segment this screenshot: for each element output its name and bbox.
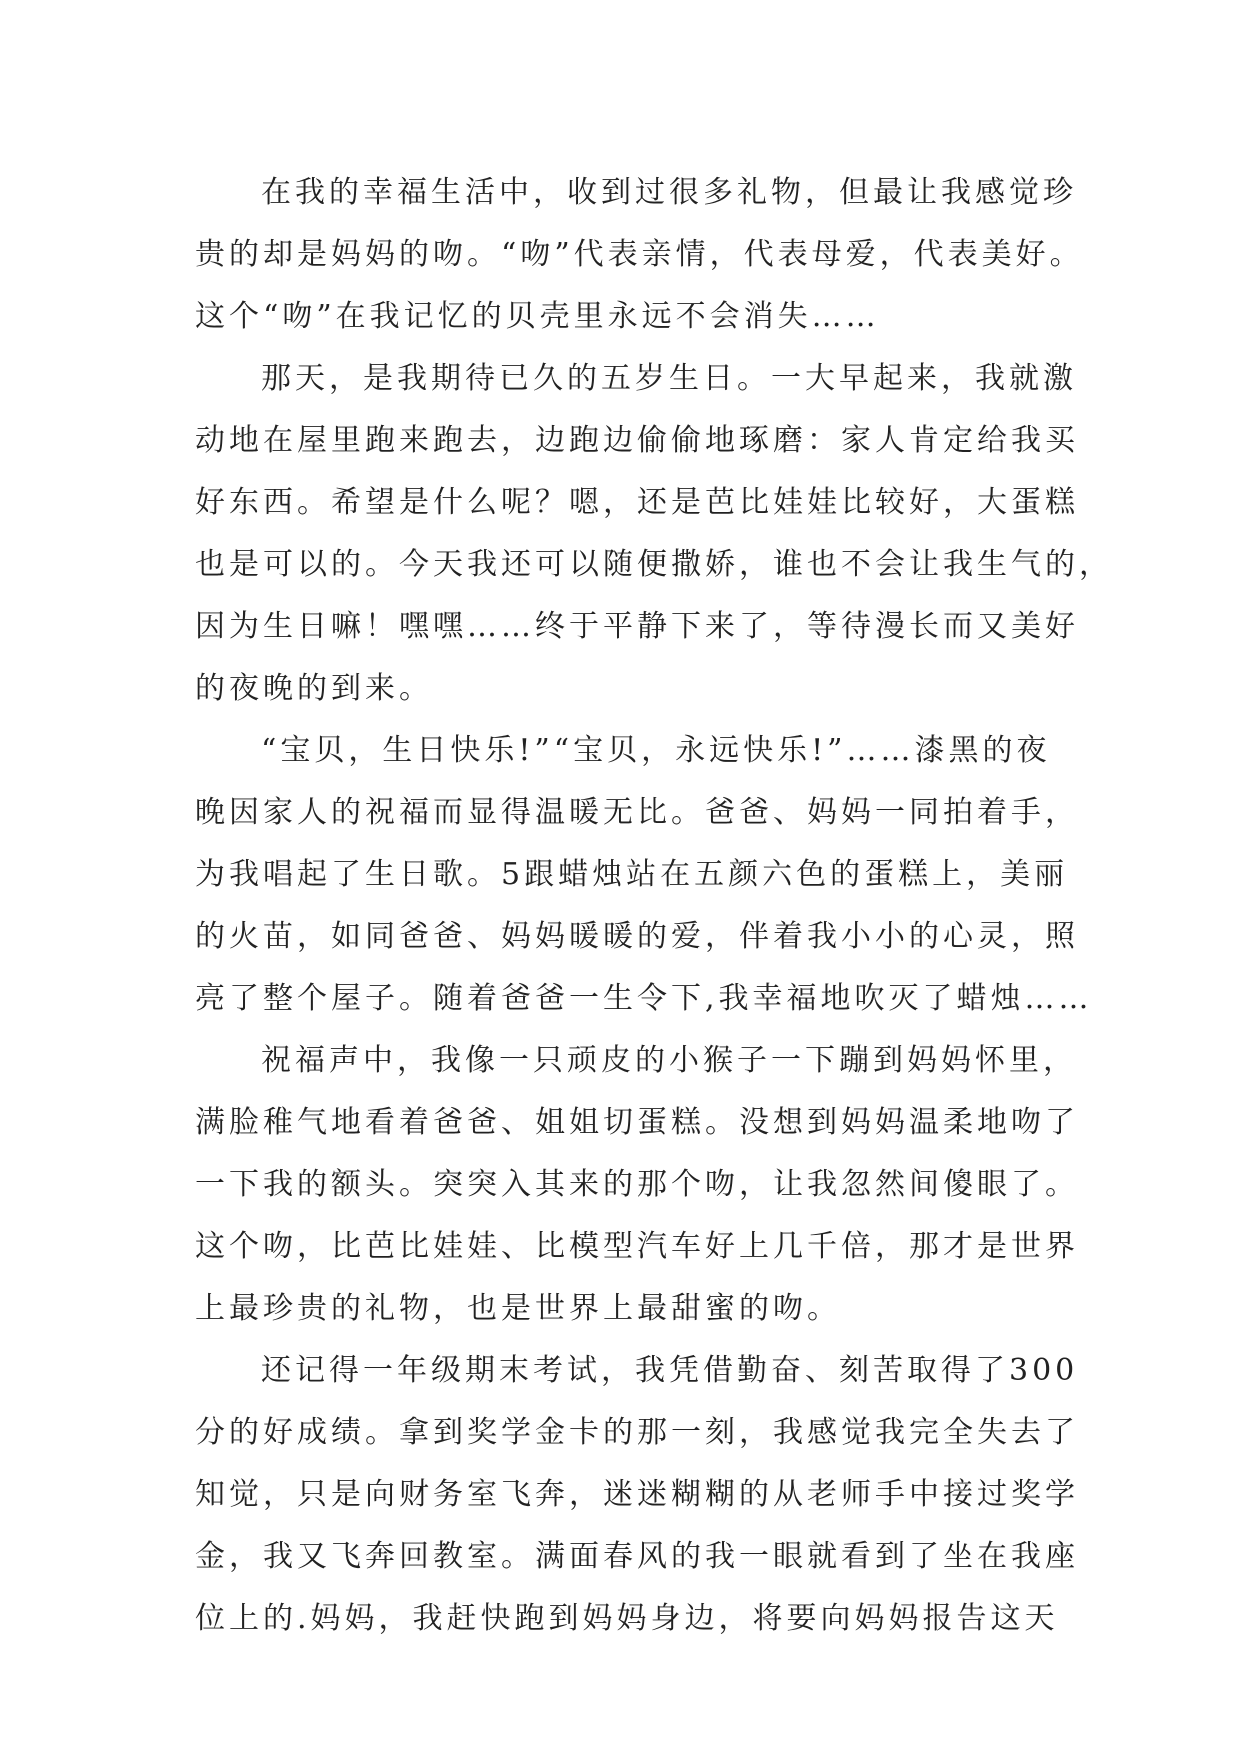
text-line: 祝福声中，我像一只顽皮的小猴子一下蹦到妈妈怀里，	[261, 1043, 1077, 1078]
text-line: 位上的.妈妈，我赶快跑到妈妈身边，将要向妈妈报告这天	[195, 1601, 1059, 1636]
paragraph-2	[195, 348, 1113, 720]
paragraph-3	[195, 720, 1093, 1030]
text-line: 金，我又飞奔回教室。满面春风的我一眼就看到了坐在我座	[195, 1539, 1079, 1574]
text-line: 好东西。希望是什么呢？嗯，还是芭比娃娃比较好，大蛋糕	[195, 485, 1079, 520]
text-line: 因为生日嘛！嘿嘿……终于平静下来了，等待漫长而又美好	[195, 609, 1079, 644]
text-line: 在我的幸福生活中，收到过很多礼物，但最让我感觉珍	[261, 175, 1077, 210]
text-line: 这个吻，比芭比娃娃、比模型汽车好上几千倍，那才是世界	[195, 1229, 1079, 1264]
text-line: 晚因家人的祝福而显得温暖无比。爸爸、妈妈一同拍着手，	[195, 795, 1079, 830]
text-line: 贵的却是妈妈的吻。“吻”代表亲情，代表母爱，代表美好。	[195, 237, 1084, 272]
text-line: 那天，是我期待已久的五岁生日。一大早起来，我就激	[261, 361, 1077, 396]
text-line: 一下我的额头。突突入其来的那个吻，让我忽然间傻眼了。	[195, 1167, 1079, 1202]
text-line: 上最珍贵的礼物，也是世界上最甜蜜的吻。	[195, 1291, 841, 1326]
text-line: “宝贝，生日快乐!”“宝贝，永远快乐!”……漆黑的夜	[261, 733, 1051, 768]
paragraph-4	[195, 1030, 1079, 1340]
text-line: 亮了整个屋子。随着爸爸一生令下,我幸福地吹灭了蜡烛……	[195, 981, 1093, 1016]
text-line: 这个“吻”在我记忆的贝壳里永远不会消失……	[195, 299, 880, 334]
paragraph-5	[195, 1340, 1079, 1650]
text-line: 也是可以的。今天我还可以随便撒娇，谁也不会让我生气的，	[195, 547, 1113, 582]
text-line: 为我唱起了生日歌。5跟蜡烛站在五颜六色的蛋糕上，美丽	[195, 857, 1069, 892]
text-line: 还记得一年级期末考试，我凭借勤奋、刻苦取得了300	[261, 1353, 1079, 1388]
document-body	[195, 162, 1113, 1650]
text-line: 分的好成绩。拿到奖学金卡的那一刻，我感觉我完全失去了	[195, 1415, 1079, 1450]
text-line: 满脸稚气地看着爸爸、姐姐切蛋糕。没想到妈妈温柔地吻了	[195, 1105, 1079, 1140]
paragraph-1	[195, 162, 1084, 348]
text-line: 动地在屋里跑来跑去，边跑边偷偷地琢磨：家人肯定给我买	[195, 423, 1079, 458]
text-line: 的火苗，如同爸爸、妈妈暖暖的爱，伴着我小小的心灵，照	[195, 919, 1079, 954]
text-line: 知觉，只是向财务室飞奔，迷迷糊糊的从老师手中接过奖学	[195, 1477, 1079, 1512]
text-line: 的夜晚的到来。	[195, 671, 433, 706]
